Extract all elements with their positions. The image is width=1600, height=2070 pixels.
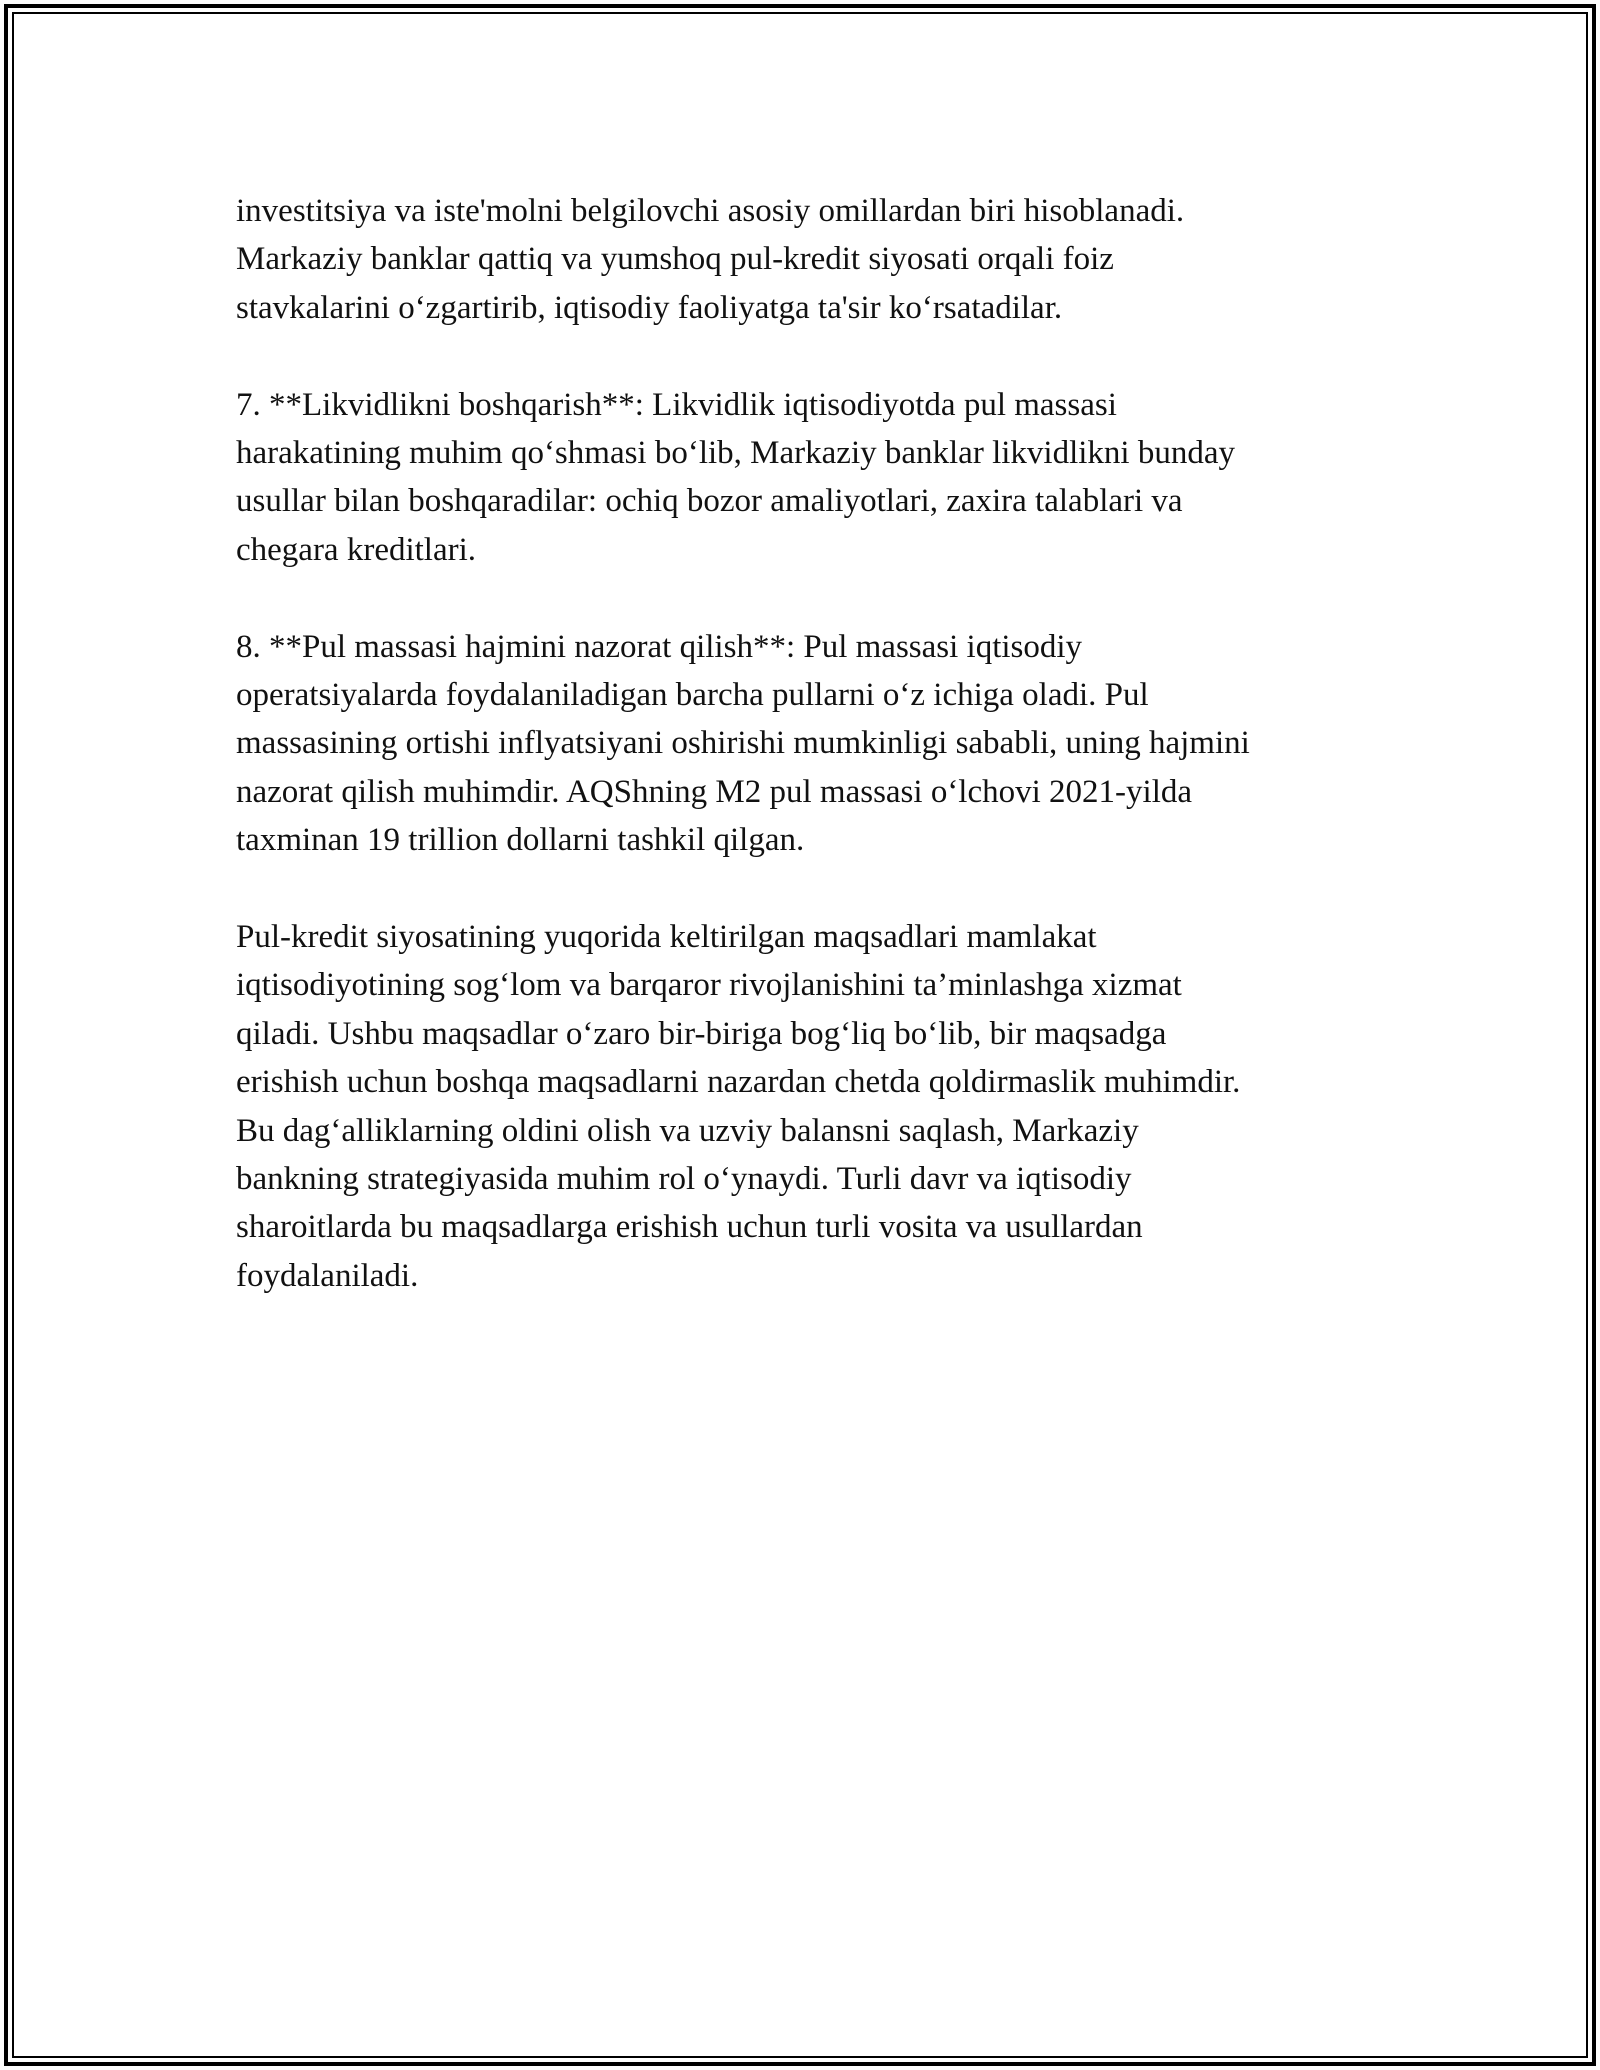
text-line: operatsiyalarda foydalaniladigan barcha pullarni o‘z ichiga oladi. Pul: [236, 677, 1149, 714]
text-line: Pul-kredit siyosatining yuqorida keltirilgan maqsadlari mamlakat: [236, 919, 1097, 956]
text-line: 8. **Pul massasi hajmini nazorat qilish**: Pul massasi iqtisodiy: [236, 628, 1083, 665]
text-line: bankning strategiyasida muhim rol o‘ynaydi. Turli davr va iqtisodiy: [236, 1161, 1132, 1198]
text-line: harakatining muhim qo‘shmasi bo‘lib, Markaziy banklar likvidlikni bunday: [236, 435, 1235, 472]
text-line: 7. **Likvidlikni boshqarish**: Likvidlik iqtisodiyotda pul massasi: [236, 386, 1117, 423]
text-line: foydalaniladi.: [236, 1257, 419, 1294]
text-line: chegara kreditlari.: [236, 531, 477, 568]
text-line: nazorat qilish muhimdir. AQShning M2 pul massasi o‘lchovi 2021-yilda: [236, 773, 1193, 810]
paragraph-conclusion: [236, 913, 1396, 1300]
paragraph-continuation: [236, 187, 1396, 332]
document-body: [236, 187, 1396, 1349]
paragraph-item-7: [236, 381, 1396, 575]
text-line: erishish uchun boshqa maqsadlarni nazardan chetda qoldirmaslik muhimdir.: [236, 1064, 1241, 1101]
text-line: massasining ortishi inflyatsiyani oshirishi mumkinligi sababli, uning hajmini: [236, 725, 1250, 762]
text-line: Markaziy banklar qattiq va yumshoq pul-kredit siyosati orqali foiz: [236, 241, 1114, 278]
paragraph-item-8: [236, 623, 1396, 865]
text-line: stavkalarini o‘zgartirib, iqtisodiy faoliyatga ta'sir ko‘rsatadilar.: [236, 289, 1063, 326]
text-line: qiladi. Ushbu maqsadlar o‘zaro bir-biriga bog‘liq bo‘lib, bir maqsadga: [236, 1015, 1167, 1052]
text-line: Bu dag‘alliklarning oldini olish va uzviy balansni saqlash, Markaziy: [236, 1112, 1139, 1149]
text-line: taxminan 19 trillion dollarni tashkil qilgan.: [236, 822, 805, 859]
text-line: usullar bilan boshqaradilar: ochiq bozor amaliyotlari, zaxira talablari va: [236, 483, 1183, 520]
text-line: investitsiya va iste'molni belgilovchi asosiy omillardan biri hisoblanadi.: [236, 193, 1185, 229]
text-line: iqtisodiyotining sog‘lom va barqaror rivojlanishini ta’minlashga xizmat: [236, 967, 1182, 1004]
text-line: sharoitlarda bu maqsadlarga erishish uchun turli vosita va usullardan: [236, 1209, 1143, 1246]
